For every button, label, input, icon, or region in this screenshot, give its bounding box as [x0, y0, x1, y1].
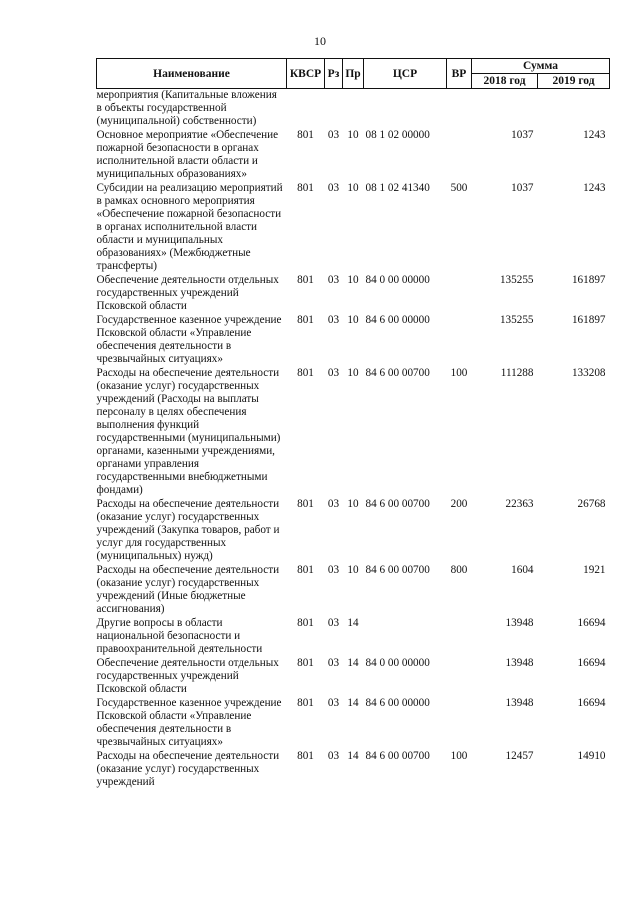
header-kvsr: КВСР — [287, 59, 325, 89]
cell-pr: 10 — [347, 129, 359, 141]
cell-kvsr: 801 — [297, 564, 314, 576]
cell-csr: 84 0 00 00000 — [365, 657, 430, 669]
cell-rz: 03 — [327, 274, 340, 286]
cell-rz: 03 — [327, 182, 340, 194]
cell-y2018: 135255 — [499, 274, 534, 286]
cell-name: Субсидии на реализацию мероприятий в рамках основного мероприятия «Обеспечение пожарной безопасности в органах исполнительной власти области и муниципальных образованиях» (Межбюджетные трансферты) — [96, 182, 283, 272]
cell-pr: 10 — [347, 182, 359, 194]
cell-y2019: 1243 — [583, 129, 606, 141]
cell-rz: 03 — [327, 617, 340, 629]
table-body — [97, 89, 610, 791]
cell-rz: 03 — [327, 564, 340, 576]
cell-rz: 03 — [327, 657, 340, 669]
cell-pr: 10 — [347, 367, 359, 379]
cell-vr — [447, 314, 472, 367]
cell-name: Расходы на обеспечение деятельности (оказание услуг) государственных учреждений (Закупка товаров, работ и услуг для государственных (муниципальных) нужд) — [96, 498, 280, 562]
cell-name: мероприятия (Капитальные вложения в объекты государственной (муниципальной) собственности) — [96, 89, 277, 127]
cell-kvsr: 801 — [297, 657, 314, 669]
cell-y2018: 1037 — [511, 182, 534, 194]
cell-y2018: 13948 — [505, 657, 534, 669]
cell-csr — [364, 617, 447, 657]
cell-vr — [447, 657, 472, 697]
table-row — [97, 564, 610, 617]
cell-y2018: 22363 — [505, 498, 534, 510]
cell-y2019: 133208 — [571, 367, 606, 379]
budget-table — [96, 58, 610, 790]
cell-csr: 84 6 00 00700 — [365, 498, 430, 510]
header-vr: ВР — [447, 59, 472, 89]
header-pr: Пр — [343, 59, 364, 89]
cell-csr: 08 1 02 41340 — [365, 182, 430, 194]
cell-csr: 84 6 00 00000 — [365, 697, 430, 709]
cell-rz — [325, 89, 343, 130]
header-name: Наименование — [97, 59, 287, 89]
cell-y2019: 161897 — [571, 274, 606, 286]
cell-rz: 03 — [327, 697, 340, 709]
cell-kvsr — [287, 89, 325, 130]
cell-csr: 08 1 02 00000 — [365, 129, 430, 141]
cell-vr — [447, 129, 472, 182]
cell-csr: 84 6 00 00700 — [365, 564, 430, 576]
cell-name: Основное мероприятие «Обеспечение пожарной безопасности в органах исполнительной власти области и муниципальных образованиях» — [96, 129, 279, 180]
cell-y2018: 1037 — [511, 129, 534, 141]
cell-y2019: 16694 — [577, 697, 606, 709]
cell-pr: 14 — [347, 697, 359, 709]
header-sum: Сумма — [472, 59, 610, 74]
cell-name: Государственное казенное учреждение Псковской области «Управление обеспечения деятельности в чрезвычайных ситуациях» — [96, 314, 282, 365]
cell-pr — [343, 89, 364, 130]
cell-pr: 10 — [347, 314, 359, 326]
cell-kvsr: 801 — [297, 182, 314, 194]
cell-y2018: 1604 — [511, 564, 534, 576]
table-row — [97, 697, 610, 750]
cell-name: Обеспечение деятельности отдельных государственных учреждений Псковской области — [96, 657, 279, 695]
cell-vr: 100 — [450, 750, 468, 762]
cell-y2018: 13948 — [505, 617, 534, 629]
header-rz: Рз — [325, 59, 343, 89]
cell-kvsr: 801 — [297, 750, 314, 762]
table-row — [97, 750, 610, 790]
table-row — [97, 89, 610, 130]
cell-pr: 10 — [347, 274, 359, 286]
cell-y2019: 16694 — [577, 617, 606, 629]
cell-name: Обеспечение деятельности отдельных государственных учреждений Псковской области — [96, 274, 279, 312]
cell-kvsr: 801 — [297, 367, 314, 379]
cell-rz: 03 — [327, 498, 340, 510]
cell-y2019: 16694 — [577, 657, 606, 669]
cell-vr — [447, 274, 472, 314]
cell-kvsr: 801 — [297, 314, 314, 326]
header-year-2019: 2019 год — [538, 74, 610, 89]
table-row — [97, 657, 610, 697]
cell-kvsr: 801 — [297, 498, 314, 510]
cell-vr — [447, 617, 472, 657]
header-year-2018: 2018 год — [472, 74, 538, 89]
cell-pr: 14 — [347, 750, 359, 762]
cell-y2019: 26768 — [577, 498, 606, 510]
table-row — [97, 498, 610, 564]
table-row — [97, 314, 610, 367]
cell-rz: 03 — [327, 314, 340, 326]
cell-csr: 84 6 00 00700 — [365, 367, 430, 379]
cell-vr: 500 — [450, 182, 468, 194]
cell-name: Расходы на обеспечение деятельности (оказание услуг) государственных учреждений (Иные бюджетные ассигнования) — [96, 564, 280, 615]
cell-vr: 100 — [450, 367, 468, 379]
table-row — [97, 617, 610, 657]
cell-pr: 10 — [347, 564, 359, 576]
cell-rz: 03 — [327, 750, 340, 762]
cell-csr — [364, 89, 447, 130]
cell-y2019: 161897 — [571, 314, 606, 326]
cell-kvsr: 801 — [297, 697, 314, 709]
cell-rz: 03 — [327, 367, 340, 379]
cell-y2019: 1921 — [583, 564, 606, 576]
cell-csr: 84 0 00 00000 — [365, 274, 430, 286]
cell-name: Расходы на обеспечение деятельности (оказание услуг) государственных учреждений — [96, 750, 280, 788]
table-row — [97, 182, 610, 274]
cell-y2018: 13948 — [505, 697, 534, 709]
table-header — [97, 59, 610, 89]
cell-y2018: 135255 — [499, 314, 534, 326]
table-row — [97, 274, 610, 314]
cell-pr: 10 — [347, 498, 359, 510]
cell-y2019: 14910 — [577, 750, 606, 762]
cell-vr — [447, 89, 472, 130]
cell-vr: 800 — [450, 564, 468, 576]
cell-name: Расходы на обеспечение деятельности (оказание услуг) государственных учреждений (Расходы на выплаты персоналу в целях обеспечения выполнения функций государственными (муниципальными) органами, казенными учреждениями, органами управления государственными внебюджетными фондами) — [96, 367, 281, 496]
cell-kvsr: 801 — [297, 129, 314, 141]
cell-vr — [447, 697, 472, 750]
cell-vr: 200 — [450, 498, 468, 510]
page-number: 10 — [314, 34, 326, 48]
cell-y2019: 1243 — [583, 182, 606, 194]
cell-y2018 — [472, 89, 538, 130]
cell-y2018: 12457 — [505, 750, 534, 762]
cell-y2018: 111288 — [500, 367, 534, 379]
cell-csr: 84 6 00 00000 — [365, 314, 430, 326]
cell-name: Другие вопросы в области национальной безопасности и правоохранительной деятельности — [96, 617, 263, 655]
cell-csr: 84 6 00 00700 — [365, 750, 430, 762]
cell-pr: 14 — [347, 617, 359, 629]
table-row — [97, 129, 610, 182]
cell-kvsr: 801 — [297, 274, 314, 286]
cell-kvsr: 801 — [297, 617, 314, 629]
cell-y2019 — [538, 89, 610, 130]
cell-rz: 03 — [327, 129, 340, 141]
cell-pr: 14 — [347, 657, 359, 669]
header-csr: ЦСР — [364, 59, 447, 89]
cell-name: Государственное казенное учреждение Псковской области «Управление обеспечения деятельности в чрезвычайных ситуациях» — [96, 697, 282, 748]
table-row — [97, 367, 610, 498]
